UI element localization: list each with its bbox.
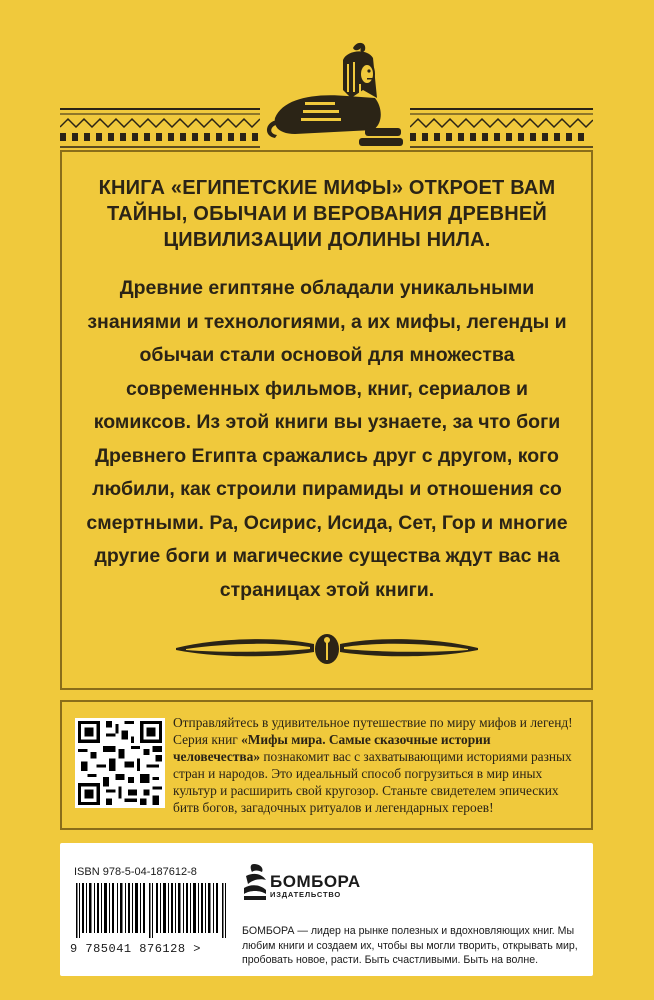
barcode-number: 9 785041 876128 > [70,942,201,956]
publisher-subtitle: ИЗДАТЕЛЬСТВО [270,890,341,899]
series-promo-text [173,714,578,816]
ornament-band-left [60,105,260,151]
isbn-text: ISBN 978-5-04-187612-8 [74,866,197,878]
publisher-description: БОМБОРА — лидер на рынке полезных и вдохновляющих книг. Мы любим книги и создаем их, чтобы вы могли творить, открывать мир, пробовать новое, расти. Быть счастливыми. Быть на волне. [242,925,578,966]
description-paragraph: Древние египтяне обладали уникальными знаниями и технологиями, а их мифы, легенды и обычаи стали основой для множества современных фильмов, книг, сериалов и комиксов. Из этой книги вы узнаете, за что боги Древнего Египта сражались друг с другом, кого любили, как строили пирамиды и отношения со смертными. Ра, Осирис, Исида, Сет, Гор и многие другие боги и магические существа ждут вас на страницах этой книги. [86,277,568,601]
bombora-logo-icon [240,862,270,902]
winged-scarab-icon [176,632,478,666]
sphinx-icon [255,38,415,153]
qr-code-icon[interactable] [75,718,165,808]
lead-paragraph: КНИГА «ЕГИПЕТСКИЕ МИФЫ» ОТКРОЕТ ВАМ ТАЙНЫ, ОБЫЧАИ И ВЕРОВАНИЯ ДРЕВНЕЙ ЦИВИЛИЗАЦИИ ДОЛИНЫ НИЛА. [98,177,556,251]
publisher-name: БОМБОРА [270,872,361,891]
promo-text-part2: познакомит вас с захватывающими историями разных стран и народов. Это идеальный способ погрузиться в мир иных культур и расширить свой кругозор. Станьте свидетелем эпических битв богов, загадочных ритуалов и легендарных героев! [173,749,572,815]
ornament-band-right [410,105,593,151]
series-title: «Мифы мира. Самые сказочные истории человечества» [173,732,491,764]
promo-text-part1: Отправляйтесь в удивительное путешествие по миру мифов и легенд! Серия книг [173,715,573,747]
barcode-icon [74,883,232,938]
